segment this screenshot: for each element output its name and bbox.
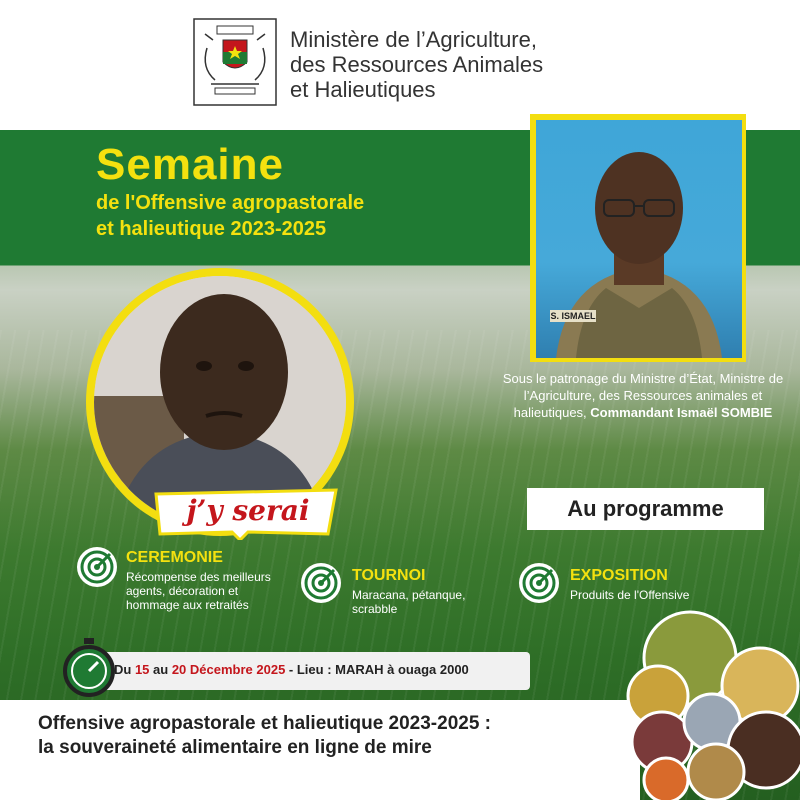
ceremony-desc-line: Récompense des meilleurs: [126, 570, 271, 584]
patron-name: Commandant Ismaël SOMBIE: [590, 405, 773, 420]
target-icon: [518, 562, 560, 604]
location-text: - Lieu : MARAH à ouaga 2000: [285, 662, 469, 677]
date-end: 20 Décembre 2025: [171, 662, 286, 677]
ceremony-desc-line: hommage aux retraités: [126, 598, 249, 612]
footer-line-2: la souveraineté alimentaire en ligne de mire: [38, 737, 432, 758]
exhibition-desc-line: Produits de l'Offensive: [570, 588, 690, 602]
ceremony-desc-line: agents, décoration et: [126, 584, 239, 598]
tournament-description: [352, 588, 465, 616]
tournament-desc-line: scrabble: [352, 602, 398, 616]
event-title: Semaine: [96, 140, 284, 189]
patronage-text: [498, 370, 788, 421]
event-subtitle: [96, 190, 364, 242]
stopwatch-icon: [58, 636, 120, 698]
ceremony-title: CEREMONIE: [126, 549, 223, 566]
ministry-name: [290, 27, 543, 102]
produce-collage-image: [620, 610, 800, 800]
ministry-line-2: des Ressources Animales: [290, 52, 544, 77]
ministry-line-1: Ministère de l’Agriculture,: [290, 27, 537, 52]
tournament-desc-line: Maracana, pétanque,: [352, 588, 466, 602]
exhibition-title: EXPOSITION: [570, 567, 668, 584]
patronage-description: Sous le patronage du Ministre d’État, Ministre de l’Agriculture, des Ressources animales et halieutiques,: [502, 371, 784, 420]
program-heading: Au programme: [527, 488, 764, 530]
footer-slogan: [38, 712, 491, 760]
attendance-badge: j’y serai: [186, 494, 310, 527]
date-mid: au: [149, 662, 172, 677]
ceremony-description: [126, 570, 271, 612]
subtitle-line-2: et halieutique 2023-2025: [96, 218, 327, 240]
minister-portrait: [536, 120, 742, 358]
coat-of-arms-icon: [193, 18, 277, 106]
subtitle-line-1: de l'Offensive agropastorale: [96, 192, 365, 214]
ministry-line-3: et Halieutiques: [290, 77, 436, 102]
header: [0, 0, 800, 130]
exhibition-description: [570, 588, 689, 602]
footer-line-1: Offensive agropastorale et halieutique 2023-2025 :: [38, 713, 492, 734]
name-tag: S. ISMAEL: [550, 311, 596, 321]
target-icon: [76, 546, 118, 588]
minister-photo: [536, 120, 742, 358]
date-start: 15: [134, 662, 150, 677]
event-date-location: [114, 662, 469, 677]
target-icon: [300, 562, 342, 604]
date-prefix: Du: [114, 662, 135, 677]
tournament-title: TOURNOI: [352, 567, 426, 584]
